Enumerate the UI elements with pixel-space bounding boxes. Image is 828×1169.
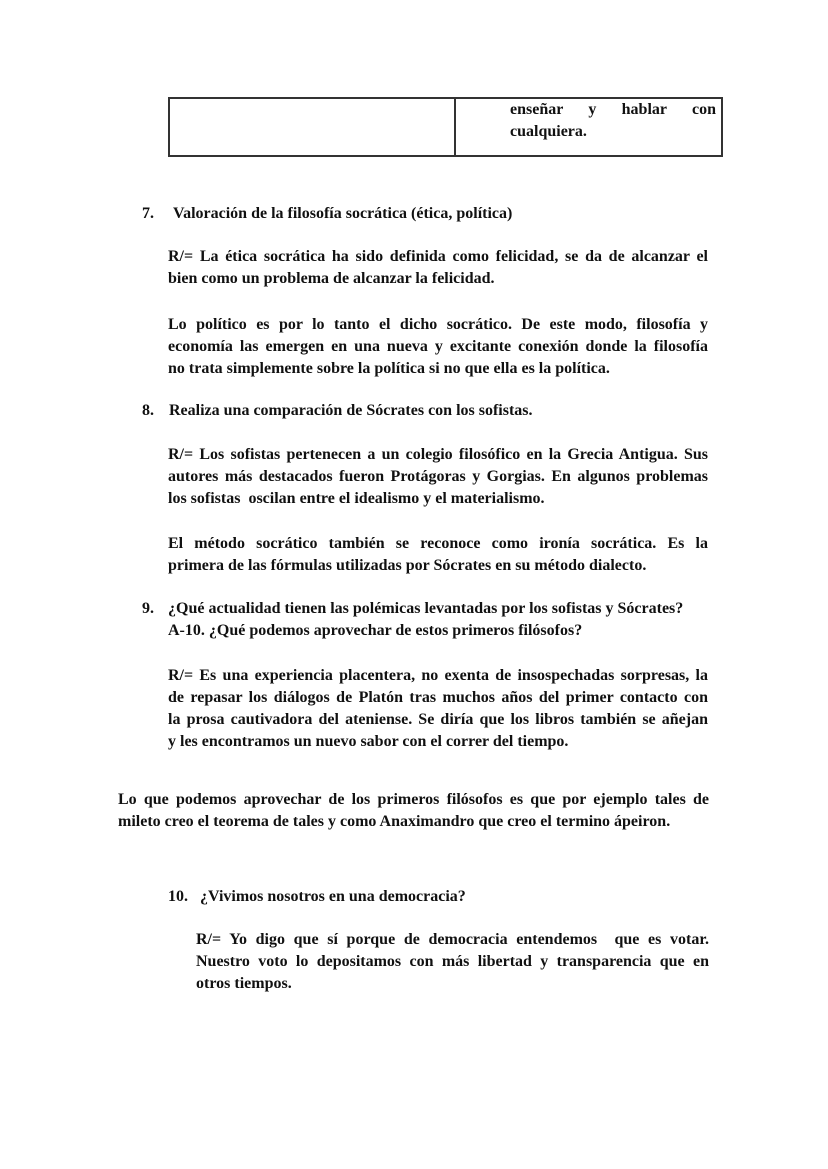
table-divider	[454, 99, 456, 155]
q7-answer-line: R/= La ética socrática ha sido definida como felicidad, se da de alcanzar el	[168, 248, 708, 265]
q9-answer-line: y les encontramos un nuevo sabor con el correr del tiempo.	[168, 733, 569, 750]
q9-answer-line: la prosa cautivadora del ateniense. Se diría que los libros también se añejan	[168, 711, 708, 728]
q10-answer-line: otros tiempos.	[196, 975, 292, 992]
q10-number: 10.	[168, 888, 188, 905]
q8-number: 8.	[142, 402, 154, 419]
q7-answer-line: economía las emergen en una nueva y excitante conexión donde la filosofía	[168, 338, 708, 355]
q7-question: Valoración de la filosofía socrática (ética, política)	[173, 205, 513, 222]
q9-question-line: ¿Qué actualidad tienen las polémicas levantadas por los sofistas y Sócrates?	[168, 600, 684, 617]
q7-answer-line: no trata simplemente sobre la política si no que ella es la política.	[168, 360, 610, 377]
q7-number: 7.	[142, 205, 154, 222]
q8-answer-line: los sofistas oscilan entre el idealismo y el materialismo.	[168, 490, 545, 507]
q7-answer-line: Lo político es por lo tanto el dicho socrático. De este modo, filosofía y	[168, 316, 708, 333]
q8-answer-line: autores más destacados fueron Protágoras y Gorgias. En algunos problemas	[168, 468, 708, 485]
q9-number: 9.	[142, 600, 154, 617]
q10-question: ¿Vivimos nosotros en una democracia?	[200, 888, 466, 905]
q10-answer-line: R/= Yo digo que sí porque de democracia entendemos que es votar.	[196, 931, 709, 948]
q9-answer-line: R/= Es una experiencia placentera, no exenta de insospechadas sorpresas, la	[168, 667, 708, 684]
q7-answer-line: bien como un problema de alcanzar la felicidad.	[168, 270, 495, 287]
q8-answer-line: R/= Los sofistas pertenecen a un colegio filosófico en la Grecia Antigua. Sus	[168, 446, 708, 463]
table-cell-text: cualquiera.	[510, 123, 587, 140]
q9-question-line: A-10. ¿Qué podemos aprovechar de estos primeros filósofos?	[168, 622, 583, 639]
extra-paragraph-line: Lo que podemos aprovechar de los primeros filósofos es que por ejemplo tales de	[118, 791, 709, 808]
q8-answer-line: primera de las fórmulas utilizadas por Sócrates en su método dialecto.	[168, 557, 647, 574]
table-cell-text: enseñar y hablar con	[510, 101, 716, 118]
q8-answer-line: El método socrático también se reconoce como ironía socrática. Es la	[168, 535, 708, 552]
q10-answer-line: Nuestro voto lo depositamos con más libertad y transparencia que en	[196, 953, 709, 970]
q9-answer-line: de repasar los diálogos de Platón tras muchos años del primer contacto con	[168, 689, 708, 706]
q8-question: Realiza una comparación de Sócrates con los sofistas.	[169, 402, 533, 419]
extra-paragraph-line: mileto creo el teorema de tales y como Anaximandro que creo el termino ápeiron.	[118, 813, 671, 830]
